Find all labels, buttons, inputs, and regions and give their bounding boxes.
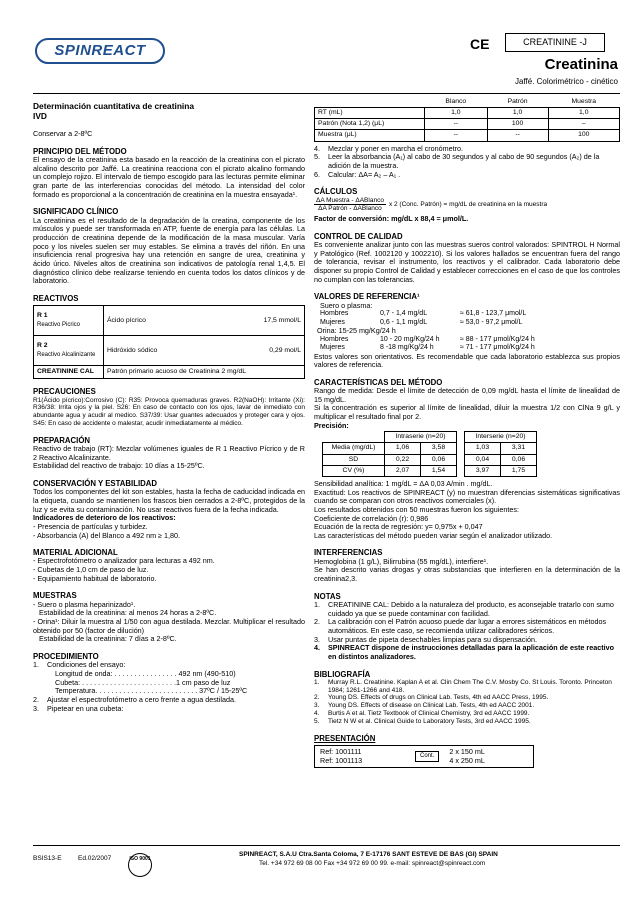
procedure-step: 1. Condiciones del ensayo: bbox=[33, 660, 126, 670]
preparation-stability: Estabilidad del reactivo de trabajo: 10 días a 15-25ºC. bbox=[33, 461, 205, 471]
pipetting-label: RT (mL) bbox=[315, 108, 425, 119]
procedure-detail: Temperatura. . . . . . . . . . . . . . . . . . . . . . . . . . 37ºC / 15-25ºC bbox=[55, 686, 248, 696]
header-divider bbox=[33, 93, 620, 94]
presentation-ref: Ref: 1001111 bbox=[320, 747, 362, 756]
spinreact-logo: SPINREACT bbox=[35, 38, 165, 64]
ref-cell: ≈ 88 - 177 μmol/Kg/24 h bbox=[460, 335, 535, 343]
procedure-step: 3. Pipetear en una cubeta: bbox=[33, 703, 124, 713]
precision-cell: 0,06 bbox=[501, 454, 537, 465]
pipetting-row bbox=[315, 108, 620, 119]
precision-row bbox=[323, 465, 537, 476]
procedure-heading: PROCEDIMIENTO bbox=[33, 651, 99, 661]
pipetting-col-header: Patrón bbox=[507, 98, 528, 105]
note-item: 1. CREATININE CAL: Debido a la naturaleza del producto, es aconsejable tratarlo con sumo cuidado ya que se puede contaminar con facilidad. bbox=[314, 600, 614, 618]
storage-note: Conservar a 2-8ºC bbox=[33, 129, 93, 139]
precision-cell: 3,58 bbox=[421, 443, 457, 454]
pipetting-cell: -- bbox=[425, 119, 488, 130]
precision-col-header: Interserie (n=20) bbox=[465, 432, 537, 443]
reagent-comp: Patrón primario acuoso de Creatinina 2 mg/dL bbox=[104, 366, 305, 379]
reagent-row bbox=[34, 336, 305, 366]
calc-formula bbox=[314, 197, 620, 214]
precision-table bbox=[322, 431, 537, 477]
reagent-row bbox=[34, 306, 305, 336]
samples-heading: MUESTRAS bbox=[33, 591, 77, 601]
footer-date: Ed.02/2007 bbox=[78, 855, 112, 862]
ref-cell: Hombres bbox=[320, 335, 349, 343]
precision-cell: 2,07 bbox=[385, 465, 421, 476]
reagents-table bbox=[33, 305, 305, 379]
reagent-name: R 2 bbox=[37, 342, 48, 350]
ref-cell: 0,7 - 1,4 mg/dL bbox=[380, 310, 428, 318]
precision-cell: 1,75 bbox=[501, 465, 537, 476]
presentation-refs bbox=[320, 748, 415, 765]
calc-heading: CÁLCULOS bbox=[314, 187, 358, 197]
reagent-comp: Hidróxido sódico bbox=[104, 336, 217, 366]
pipetting-cell: -- bbox=[487, 130, 548, 141]
ref-cell: 10 - 20 mg/Kg/24 h bbox=[380, 335, 440, 343]
precision-label: Precisión: bbox=[314, 420, 349, 430]
calc-fraction bbox=[314, 197, 386, 214]
pipetting-col-header: Blanco bbox=[445, 98, 467, 105]
precision-cell: SD bbox=[323, 454, 385, 465]
ref-note: Estos valores son orientativos. Es recomendable que cada laboratorio establezca sus propios valores de referencia. bbox=[314, 351, 620, 370]
procedure-step: 5. Leer la absorbancia (A₁) al cabo de 30 segundos y al cabo de 90 segundos (A₂) de la adición de la muestra. bbox=[314, 152, 600, 170]
presentation-box bbox=[314, 745, 534, 768]
samples-item: - Orina¹: Diluir la muestra al 1/50 con agua destilada. Mezclar. Multiplicar el resultado obtenido por 50 (factor de dilución) bbox=[33, 617, 305, 635]
intro-title: Determinación cuantitativa de creatinina bbox=[33, 101, 195, 111]
deterioration-item: - Presencia de partículas y turbidez. bbox=[33, 521, 148, 531]
reagent-row bbox=[34, 366, 305, 379]
deterioration-item: - Absorbancia (A) del Blanco a 492 nm ≥ 1,80. bbox=[33, 530, 180, 540]
bib-item: 4. Burtis A et al. Tietz Textbook of Clinical Chemistry, 3rd ed AACC 1999. bbox=[314, 710, 530, 718]
bibliography-heading: BIBLIOGRAFÍA bbox=[314, 669, 371, 679]
pipetting-row bbox=[315, 119, 620, 130]
page-title: Creatinina bbox=[544, 56, 618, 73]
char-heading: CARACTERÍSTICAS DEL MÉTODO bbox=[314, 377, 443, 387]
reagent-desc: Reactivo Alcalinizante bbox=[37, 351, 96, 358]
presentation-volumes bbox=[449, 748, 485, 765]
ref-heading: VALORES DE REFERENCIA¹ bbox=[314, 292, 420, 302]
ref-cell: ≈ 61,8 - 123,7 μmol/L bbox=[460, 310, 527, 318]
preparation-text: Reactivo de trabajo (RT): Mezclar volúmenes iguales de R 1 Reactivo Pícrico y de R 2 Reactivo Alcalinizante. bbox=[33, 444, 305, 462]
ivd-label: IVD bbox=[33, 111, 47, 122]
precision-cell: 3,97 bbox=[465, 465, 501, 476]
samples-item: Estabilidad de la creatinina: 7 días a 2-8ºC. bbox=[39, 634, 177, 644]
note-item: 4. SPINREACT dispone de instrucciones detalladas para la aplicación de este reactivo en distintos analizadores. bbox=[314, 643, 614, 661]
preparation-heading: PREPARACIÓN bbox=[33, 435, 91, 445]
precautions-heading: PRECAUCIONES bbox=[33, 387, 96, 397]
pipetting-cell: 100 bbox=[548, 130, 619, 141]
bib-item: 2. Young DS. Effects of drugs on Clinical Lab. Tests, 4th ed AACC Press, 1995. bbox=[314, 694, 549, 702]
clinical-heading: SIGNIFICADO CLÍNICO bbox=[33, 207, 119, 217]
ref-table-serum bbox=[320, 310, 526, 327]
qc-text: Es conveniente analizar junto con las muestras sueros control valorados: SPINTROL H Normal y Patológico (Ref. 1002120 y 1002210). Si los valores hallados se encuentran fuera del rango de tolerancia, revisar el instrumento, los reactivos y el calibrador. Cada laboratorio debe disponer su propio Control de Calidad y establecer correcciones en el caso de que los controles no cumplan con las tolerancias. bbox=[314, 240, 620, 284]
char-range-2: Si la concentración es superior al límite de linealidad, diluir la muestra 1/2 con ClNa 9 g/L y multiplicar el resultado final por 2. bbox=[314, 403, 620, 422]
note-item: 3. Usar puntas de pipeta desechables limpias para su dispensación. bbox=[314, 634, 537, 644]
pipetting-header bbox=[315, 97, 620, 108]
ref-cell: ≈ 71 - 177 μmol/Kg/24 h bbox=[460, 344, 535, 352]
ce-mark: CE bbox=[470, 36, 490, 52]
reagent-name: R 1 bbox=[37, 312, 48, 320]
footer-code: BSIS13-E bbox=[33, 855, 62, 862]
ref-cell: 8 -18 mg/Kg/24 h bbox=[380, 344, 434, 352]
ref-table-urine bbox=[320, 336, 535, 353]
procedure-step: 2. Ajustar el espectrofotómetro a cero frente a agua destilada. bbox=[33, 694, 236, 704]
bibliography-list bbox=[314, 679, 620, 726]
material-item: - Equipamiento habitual de laboratorio. bbox=[33, 573, 157, 583]
accuracy-line: Los resultados obtenidos con 50 muestras fueron los siguientes: bbox=[314, 504, 519, 514]
qc-heading: CONTROL DE CALIDAD bbox=[314, 231, 403, 241]
procedure-detail: Longitud de onda: . . . . . . . . . . . . . . . . 492 nm (490-510) bbox=[55, 668, 236, 678]
ref-row bbox=[320, 336, 535, 344]
calc-numerator: ΔA Muestra - ΔABlanco bbox=[316, 196, 384, 204]
reagent-desc: Reactivo Picrico bbox=[37, 321, 81, 328]
material-item: - Cubetas de 1,0 cm de paso de luz. bbox=[33, 565, 149, 575]
accuracy-line: Ecuación de la recta de regresión: y= 0,975x + 0,047 bbox=[314, 522, 483, 532]
bib-item: 1. Murray R.L. Creatinine. Kaplan A et al. Clin Chem The C.V. Mosby Co. St Louis. Toronto. Princeton 1984; 1261-1266 and 418. bbox=[314, 678, 612, 694]
calc-rest: x 2 (Conc. Patrón) = mg/dL de creatinina en la muestra bbox=[388, 200, 548, 208]
precision-cell: 1,54 bbox=[421, 465, 457, 476]
footer-contact: Tel. +34 972 69 08 00 Fax +34 972 69 00 99. e-mail: spinreact@spinreact.com bbox=[259, 860, 486, 867]
notes-heading: NOTAS bbox=[314, 591, 341, 601]
samples-item: Estabilidad de la creatinina: al menos 24 horas a 2-8ºC. bbox=[39, 608, 217, 618]
precautions-text: R1(Ácido pícrico):Corrosivo (C): R35: Provoca quemaduras graves. R2(NaOH): Irritante (Xi): R36/38: Irrita ojos y la piel. S26: En caso de contacto con los ojos, lavar de inmediato con abundante agua y acudir al medico. S37/39: Usar guantes adecuados y proteger cara y ojos. S45: En caso de accidente o malestar, acudir inmediatamente al médico. bbox=[33, 396, 305, 427]
precision-cell: 0,22 bbox=[385, 454, 421, 465]
pipetting-row bbox=[315, 130, 620, 141]
presentation-ref: Ref: 1001113 bbox=[320, 755, 363, 765]
precision-cell: 0,06 bbox=[421, 454, 457, 465]
product-code: CREATININE -J bbox=[505, 33, 605, 52]
interference-heading: INTERFERENCIAS bbox=[314, 548, 383, 558]
samples-item: - Suero o plasma heparinizado¹. bbox=[33, 599, 136, 609]
precision-header bbox=[323, 432, 537, 443]
precision-cell: 1,06 bbox=[385, 443, 421, 454]
pipetting-cell: 100 bbox=[487, 119, 548, 130]
ref-cell: Mujeres bbox=[320, 318, 345, 326]
procedure-step: 6. Calcular: ΔA= A₂ – A₁ . bbox=[314, 169, 401, 179]
reagents-heading: REACTIVOS bbox=[33, 293, 79, 303]
footer-company: SPINREACT, S.A.U Ctra.Santa Coloma, 7 E-17176 SANT ESTEVE DE BAS (GI) SPAIN bbox=[239, 851, 498, 858]
principle-heading: PRINCIPIO DEL MÉTODO bbox=[33, 146, 127, 156]
ref-serum: Suero o plasma: bbox=[320, 300, 373, 310]
accuracy-line: Las características del método pueden variar según el analizador utilizado. bbox=[314, 530, 553, 540]
left-column bbox=[33, 97, 305, 713]
precision-col-header: Intraserie (n=20) bbox=[385, 432, 457, 443]
ref-row bbox=[320, 310, 526, 318]
precision-cell: 3,31 bbox=[501, 443, 537, 454]
storage-text: Todos los componentes del kit son estables, hasta la fecha de caducidad indicada en la etiqueta, cuando se mantienen los frascos bien cerrados a 2-8ºC, protegidos de la luz y se evita su contaminación. No usar reactivos fuera de la fecha indicada. bbox=[33, 487, 305, 514]
presentation-volume: 2 x 150 mL bbox=[449, 747, 485, 756]
deterioration-heading: Indicadores de deterioro de los reactivos: bbox=[33, 513, 176, 523]
precision-row bbox=[323, 443, 537, 454]
bib-item: 5. Tietz N W et al. Clinical Guide to Laboratory Tests, 3rd ed AACC 1995. bbox=[314, 717, 531, 725]
reagent-comp: Ácido pícrico bbox=[104, 306, 217, 336]
accuracy-line: Coeficiente de correlación (r): 0,986 bbox=[314, 513, 429, 523]
pipetting-label: Patrón (Nota 1,2) (μL) bbox=[315, 119, 425, 130]
precision-cell: CV (%) bbox=[323, 465, 385, 476]
page-subtitle: Jaffé. Colorimétrico - cinético bbox=[515, 77, 618, 86]
iso-seal: ISO 9001 bbox=[128, 853, 152, 877]
note-item: 2. La calibración con el Patrón acuoso puede dar lugar a errores sistemáticos en métodos automáticos. En este caso, se recomienda utilizar calibradores séricos. bbox=[314, 617, 607, 635]
precision-cell: Media (mg/dL) bbox=[323, 443, 385, 454]
presentation-cont: Cont. bbox=[415, 751, 439, 762]
accuracy: Exactitud: Los reactivos de SPINREACT (y) no muestran diferencias sistemáticas significativas cuando se comparan con otros reactivos comerciales (x). bbox=[314, 487, 620, 506]
right-column bbox=[314, 97, 620, 768]
principle-text: El ensayo de la creatinina esta basado en la reacción de la creatinina con el picrato alcalino descrito por Jaffé. La creatinina reacciona con el picrato alcalino formando un complejo rojizo. El intervalo de tiempo escogido para las lecturas permite eliminar gran parte de las interferencias conocidas del método. La intensidad del color formado es proporcional a la concentración de creatinina en la muestra ensayada¹. bbox=[33, 155, 305, 199]
clinical-text: La creatinina es el resultado de la degradación de la creatina, componente de los músculos y puede ser transformada en ATP, fuente de energía para las células. La producción de creatinina depende de la modificación de la masa muscular. Varía poco y los niveles suelen ser muy estables. Se elimina a través del riñón. En una insuficiencia renal progresiva hay una retención en sangre de urea, creatinina y ácido úrico. Niveles altos de creatinina son indicativos de patología renal 1,4,5. El diagnóstico clínico debe realizarse teniendo en cuenta todos los datos clínicos y de laboratorio. bbox=[33, 215, 305, 286]
precision-cell: 0,04 bbox=[465, 454, 501, 465]
presentation-heading: PRESENTACIÓN bbox=[314, 733, 376, 743]
bib-item: 3. Young DS. Effects of disease on Clinical Lab. Tests, 4th ed AACC 2001. bbox=[314, 702, 535, 710]
conversion-factor: Factor de conversión: mg/dL x 88,4 = μmol/L. bbox=[314, 214, 469, 224]
material-heading: MATERIAL ADICIONAL bbox=[33, 548, 118, 558]
pipetting-col-header: Muestra bbox=[571, 98, 597, 105]
material-item: - Espectrofotómetro o analizador para lecturas a 492 nm. bbox=[33, 556, 215, 566]
footer-divider bbox=[33, 845, 620, 846]
interference-line: Hemoglobina (1 g/L), Bilirrubina (55 mg/dL), interfiere¹. bbox=[314, 556, 489, 566]
ref-cell: 0,6 - 1,1 mg/dL bbox=[380, 318, 428, 326]
precision-cell: 1,03 bbox=[465, 443, 501, 454]
ref-cell: Mujeres bbox=[320, 344, 345, 352]
reagent-conc: 17,5 mmol/L bbox=[217, 306, 305, 336]
pipetting-cell: 1,0 bbox=[425, 108, 488, 119]
ref-cell: ≈ 53,0 - 97,2 μmol/L bbox=[460, 318, 523, 326]
ref-urine: Orina: 15-25 mg/Kg/24 h bbox=[317, 326, 396, 336]
precision-row bbox=[323, 454, 537, 465]
pipetting-label: Muestra (μL) bbox=[315, 130, 425, 141]
ref-cell: Hombres bbox=[320, 310, 349, 318]
interference-line: Se han descrito varias drogas y otras substancias que interfieren en la determinación de la creatinina2,3. bbox=[314, 565, 620, 584]
presentation-volume: 4 x 250 mL bbox=[449, 755, 485, 765]
pipetting-cell: 1,0 bbox=[487, 108, 548, 119]
header bbox=[0, 0, 638, 100]
char-range: Rango de medida: Desde el límite de detección de 0,09 mg/dL hasta el límite de linealidad de 15 mg/dL. bbox=[314, 386, 620, 404]
reagent-conc: 0,29 mol/L bbox=[217, 336, 305, 366]
pipetting-cell: -- bbox=[425, 130, 488, 141]
procedure-detail: Cubeta: . . . . . . . . . . . . . . . . . . . . . . . .1 cm paso de luz bbox=[55, 677, 231, 687]
calc-denominator: ΔA Patrón - ΔABlanco bbox=[318, 205, 382, 213]
storage-heading: CONSERVACIÓN Y ESTABILIDAD bbox=[33, 478, 158, 488]
procedure-step: 4. Mezclar y poner en marcha el cronómetro. bbox=[314, 143, 464, 153]
pipetting-table bbox=[314, 97, 620, 142]
footer bbox=[33, 847, 620, 869]
sensitivity: Sensibilidad analítica: 1 mg/dL = ΔA 0,03 A/min . mg/dL. bbox=[314, 478, 493, 488]
reagent-name: CREATININE CAL bbox=[37, 368, 94, 376]
pipetting-cell: 1,0 bbox=[548, 108, 619, 119]
pipetting-cell: – bbox=[548, 119, 619, 130]
